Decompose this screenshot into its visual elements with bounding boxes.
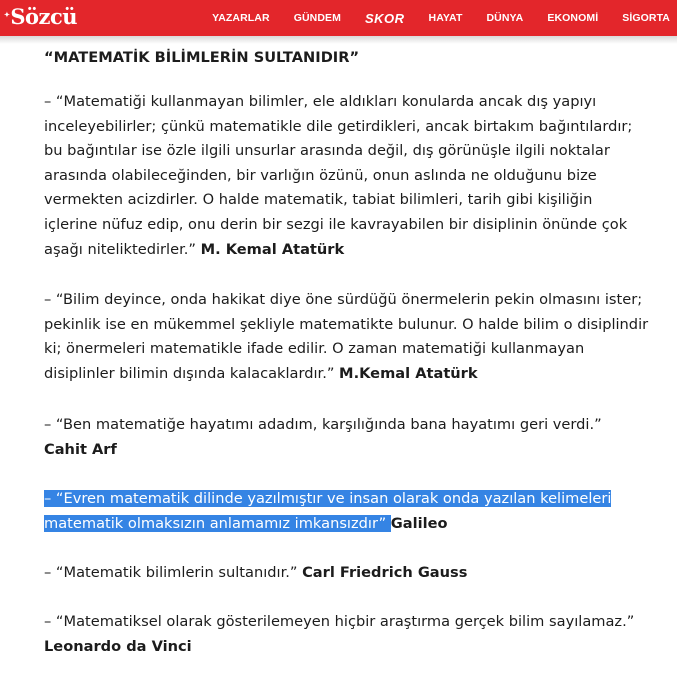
quote-paragraph [44, 90, 649, 262]
nav-dunya[interactable]: DÜNYA [486, 12, 524, 24]
quote-paragraph [44, 413, 649, 462]
logo-text: Sözcü [10, 4, 78, 29]
quote-author: Leonardo da Vinci [44, 637, 192, 655]
quote-author: Carl Friedrich Gauss [302, 564, 468, 581]
article-heading: “MATEMATİK BİLİMLERİN SULTANIDIR” [44, 49, 360, 66]
quote-text: – “Matematik bilimlerin sultanıdır.” [44, 564, 298, 581]
navbar-shadow [0, 36, 677, 44]
nav-skor[interactable]: SKOR [364, 10, 405, 26]
quote-paragraph [44, 561, 649, 586]
logo-mark-icon: ✦ [4, 10, 10, 19]
nav-hayat[interactable]: HAYAT [428, 12, 463, 24]
quote-text: – “Ben matematiğe hayatımı adadım, karşılığında bana hayatımı geri verdi.” [44, 416, 602, 433]
selected-quote-paragraph[interactable] [44, 487, 649, 536]
quote-author: M.Kemal Atatürk [339, 364, 478, 382]
quote-text-selected: – “Evren matematik dilinde yazılmıştır ve insan olarak onda yazılan kelimeleri matematik olmaksızın anlamamız imkansızdır” [44, 490, 612, 532]
quote-author: Cahit Arf [44, 440, 117, 458]
nav-yazarlar[interactable]: YAZARLAR [212, 12, 270, 24]
nav-menu [188, 0, 677, 36]
quote-paragraph [44, 610, 649, 659]
nav-sigorta[interactable]: SİGORTA [622, 12, 670, 24]
quote-author-selected: Galileo [390, 514, 448, 532]
quote-text: – “Matematiği kullanmayan bilimler, ele aldıkları konularda ancak dış yapıyı inceleyebilirler; çünkü matematikle dile getirdikleri, ancak birtakım bağıntılardır; bu bağıntılar ise özle ilgili unsurlar arasında değil, dış görünüşle ilgili noktalar arasında olabileceğinden, bir varlığın özünü, onun aslında ne olduğunu bize vermekten acizdirler. O halde matematik, tabiat bilimleri, tarih gibi kişiliğin içlerine nüfuz edip, onu derin bir sezgi ile kavrayabilen bir disiplinin önünde çok aşağı niteliktedirler.” [44, 93, 633, 258]
top-navbar [0, 0, 677, 36]
quote-text: – “Matematiksel olarak gösterilemeyen hiçbir araştırma gerçek bilim sayılamaz.” [44, 613, 635, 630]
nav-gundem[interactable]: GÜNDEM [293, 12, 341, 24]
nav-ekonomi[interactable]: EKONOMİ [547, 12, 599, 24]
quote-text: – “Bilim deyince, onda hakikat diye öne sürdüğü önermelerin pekin olmasını ister; pekinlik ise en mükemmel şekliyle matematikte bulunur. O halde bilim o disiplindir ki; önermeleri matematikle ifade edilir. O zaman matematiği kullanmayan disiplinler bilimin dışında kalacaklardır.” [44, 291, 649, 382]
quote-author: M. Kemal Atatürk [200, 240, 345, 258]
quote-paragraph [44, 288, 649, 386]
sozcu-logo[interactable] [4, 4, 77, 29]
